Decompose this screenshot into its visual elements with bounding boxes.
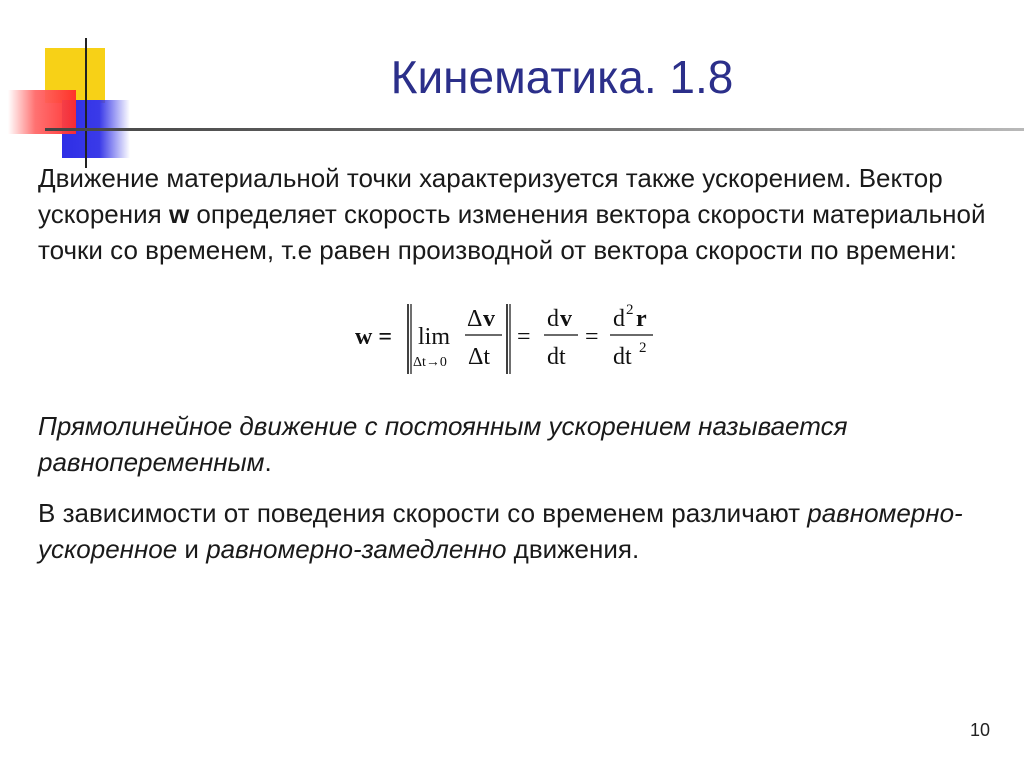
paragraph-uniform-motion [38, 408, 998, 480]
frac2-den: dt [547, 344, 566, 370]
formula-lhs: w = [355, 324, 393, 350]
frac1-den: Δt [468, 344, 491, 370]
paragraph3-part2: и [177, 534, 207, 564]
paragraph3-part1: В зависимости от поведения скорости со временем различают [38, 498, 808, 528]
paragraph3-italic2: равномерно-замедленно [206, 534, 507, 564]
formula-lim: lim [418, 324, 451, 350]
slide-title: Кинематика. 1.8 [390, 51, 734, 103]
paragraph-acceleration [38, 160, 998, 268]
frac1-num-var: v [483, 306, 495, 332]
frac3-num-var: r [636, 306, 647, 332]
formula-lim-sub: Δt→0 [413, 355, 447, 370]
frac3-num-d: d [613, 306, 625, 332]
paragraph3-part3: движения. [506, 534, 640, 564]
formula-eq2: = [585, 324, 599, 350]
frac3-den: dt [613, 344, 632, 370]
paragraph-motion-types [38, 495, 998, 567]
frac3-num-exp: 2 [626, 302, 634, 318]
formula-eq1: = [517, 324, 531, 350]
page-number: 10 [969, 720, 990, 740]
acceleration-formula [355, 292, 685, 382]
paragraph3-italic1: равномерно-ускоренное [38, 498, 963, 564]
paragraph1-part1: Движение материальной точки характеризуется также ускорением. Вектор ускорения [38, 163, 943, 229]
frac1-num-delta: Δ [467, 306, 483, 332]
frac2-num-var: v [560, 306, 572, 332]
paragraph2-italic: Прямолинейное движение с постоянным ускорением называется равнопеременным [38, 411, 848, 477]
title-underline [45, 128, 1024, 131]
frac2-num-d: d [547, 306, 559, 332]
frac3-den-exp: 2 [639, 340, 647, 356]
paragraph1-bold-w: w [168, 199, 190, 229]
paragraph2-end: . [264, 447, 272, 477]
paragraph1-part2: определяет скорость изменения вектора скорости материальной точки со временем, т.е равен производной от вектора скорости по времени: [38, 199, 986, 265]
